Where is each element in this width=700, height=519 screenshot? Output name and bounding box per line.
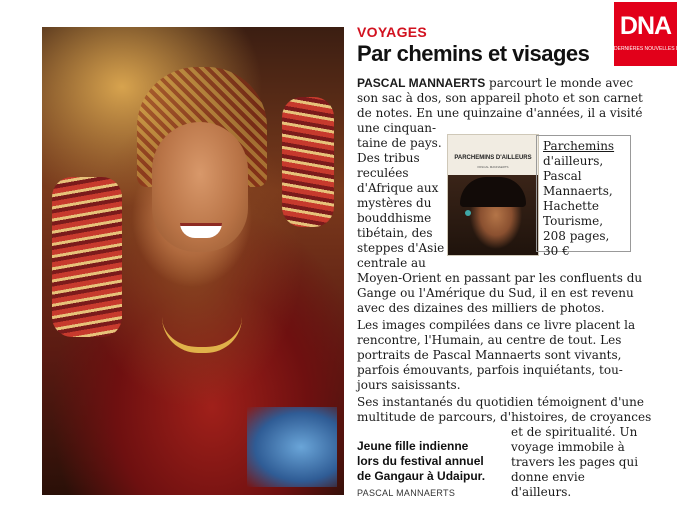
book-info-line: d'ailleurs, — [543, 154, 604, 168]
article-line: taine de pays. — [357, 136, 442, 150]
photo-credit: PASCAL MANNAERTS — [357, 488, 456, 498]
article-line: d'Afrique aux — [357, 181, 439, 195]
book-info-line: Mannaerts, — [543, 184, 613, 198]
article-line: et de spiritualité. Un — [511, 425, 638, 439]
photo-bangles-left — [52, 177, 122, 337]
logo-name: DNA — [619, 12, 672, 40]
article-line: steppes d'Asie — [357, 241, 445, 255]
article-line: portraits de Pascal Mannaerts sont vivants, — [357, 348, 622, 362]
book-cover-portrait — [448, 175, 538, 255]
article-line: d'ailleurs. — [511, 485, 572, 499]
article-line: multitude de parcours, d'histoires, de croyances — [357, 410, 652, 424]
article-line: jours saisissants. — [357, 378, 461, 392]
article-photo — [42, 27, 344, 495]
portrait-earring — [465, 210, 471, 216]
portrait-hair — [460, 177, 526, 207]
book-cover-subtitle: PASCAL MANNAERTS — [477, 165, 509, 169]
author-lead: PASCAL MANNAERTS — [357, 76, 486, 90]
section-label: VOYAGES — [357, 24, 428, 40]
article-line: travers les pages qui — [511, 455, 639, 469]
photo-bangles-right — [282, 97, 334, 227]
article-line: rencontre, l'Humain, au centre de tout. Les — [357, 333, 622, 347]
article-line: Des tribus — [357, 151, 420, 165]
article-line: de notes. En une quinzaine d'années, il a visité — [357, 106, 643, 120]
article-line: donne envie — [511, 470, 585, 484]
book-cover — [447, 134, 539, 256]
photo-blue-fabric — [247, 407, 337, 487]
book-info-line: 30 € — [543, 244, 570, 258]
book-info-line: 208 pages, — [543, 229, 610, 243]
article-line: Ses instantanés du quotidien témoignent d'une — [357, 395, 644, 409]
article-line: une cinquan- — [357, 121, 437, 135]
book-info-line: Parchemins — [543, 139, 615, 153]
logo-tagline: DERNIÈRES NOUVELLES D'ALSACE — [614, 46, 700, 52]
photo-necklace — [162, 317, 242, 353]
article-line: reculées — [357, 166, 409, 180]
article-line: PASCAL MANNAERTS parcourt le monde avec — [357, 76, 634, 90]
article-line: centrale au — [357, 256, 426, 270]
article-line: bouddhisme — [357, 211, 432, 225]
book-info-line: Pascal — [543, 169, 582, 183]
dna-logo — [614, 2, 700, 66]
article-line: son sac à dos, son appareil photo et son carnet — [357, 91, 643, 105]
headline: Par chemins et visages — [357, 41, 590, 66]
article-line: voyage immobile à — [511, 440, 625, 454]
article-line: mystères du — [357, 196, 432, 210]
book-cover-title: PARCHEMINS D'AILLEURS — [454, 155, 532, 161]
article-line: Gange ou l'Amérique du Sud, il en est revenu — [357, 286, 634, 300]
book-info-line: Tourisme, — [543, 214, 604, 228]
article-line: avec des dizaines des milliers de photos. — [357, 301, 605, 315]
book-info-line: Hachette — [543, 199, 599, 213]
article-line: parfois émouvants, parfois inquiétants, tou- — [357, 363, 623, 377]
photo-caption-line: Jeune fille indienne — [357, 439, 469, 453]
photo-caption-line: de Gangaur à Udaipur. — [357, 469, 486, 483]
article-line: tibétain, des — [357, 226, 433, 240]
article-line: Les images compilées dans ce livre placent la — [357, 318, 636, 332]
photo-caption-line: lors du festival annuel — [357, 454, 484, 468]
article-line: Moyen-Orient en passant par les confluents du — [357, 271, 643, 285]
